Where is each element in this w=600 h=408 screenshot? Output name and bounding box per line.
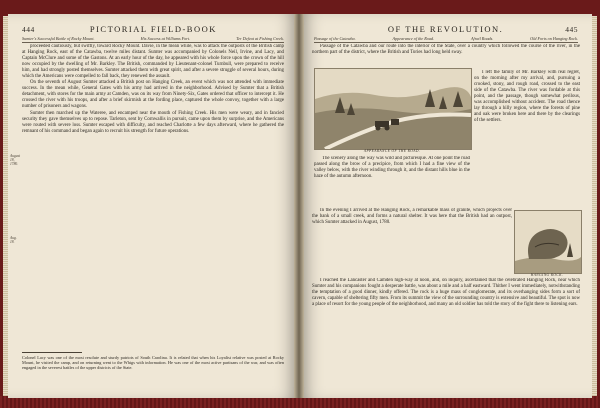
right-running-head <box>314 24 578 36</box>
right-subhead: Afrail Roads. <box>470 36 494 41</box>
left-body-text <box>22 44 284 350</box>
paragraph: On the seventh of August Sumter attacked a British post on Hanging Creek, an event which was not attended with immediate success. In the mean while, General Gates with his army had arrived in the neighborhood. Advised by Sumter that a British detachment, with stores for the main army at Camden, was on its way from Ninety-Six, Gates ordered that officer to intercept it. He crossed the river with his troops, and after a brief skirmish at the fording place, captured the whole convoy, together with a large number of prisoners and wagons. <box>22 80 284 110</box>
left-running-title: PICTORIAL FIELD-BOOK <box>89 24 217 34</box>
footnote: Colonel Lacy was one of the most resolute and sturdy patriots of South Carolina. It is related that when his Loyalist relative was posted at Rocky Mount, he visited the camp, and on returning went to the Whigs with information. He was one of the most active partisans of the war, and was often engaged in the severest battles of the upper districts of the State. <box>22 355 284 371</box>
marginal-note: August 18, 1780. <box>10 154 20 166</box>
left-subhead: Sumter's Successful Battle of Rocky Mount. <box>22 36 95 41</box>
right-page <box>300 14 592 398</box>
paragraph: I left the family of Mr. Barkley with real regret, on the morning after my arrival, and, pursuing a crooked, stony, and rough road, crossed to the east side of the Catawba. The river was fordable at this point, and the passage, though somewhat perilous, was accomplished without accident. The road thence lay through a hilly region, where the forests of pine and oak were broken here and there by the clearings of the settlers. <box>474 70 580 124</box>
left-subhead: Ter Defeat at Fishing Creek. <box>236 36 284 41</box>
figure-caption: HANGING ROCK. <box>530 273 564 277</box>
right-running-title: OF THE REVOLUTION. <box>387 24 504 34</box>
hanging-rock-engraving <box>514 210 582 274</box>
hanging-rock-illustration <box>515 211 581 273</box>
right-page-number: 445 <box>565 25 578 34</box>
paragraph: The scenery along the way was wild and picturesque. At one point the road passed along the brow of a precipice, from which I had a fine view of the valley below, with the river winding through it, and the distant hills blue in the haze of the autumn afternoon. <box>314 156 470 180</box>
paragraph: Sumter then marched up the Wateree, and encamped near the mouth of Fishing Creek. His men were weary, and in fancied security they gave themselves up to repose. Tarleton, sent by Cornwallis in pursuit, came upon them by surprise, and the Americans were routed with severe loss. Sumter escaped with difficulty, and reached Charlotte a few days afterward, where he gathered the remnant of his command and began again to recruit his strength for future operations. <box>22 110 284 134</box>
left-page <box>8 14 298 398</box>
left-running-head <box>22 24 284 36</box>
paragraph: proceeded cautiously, but swiftly, toward Rocky Mount. Davie, in the mean while, was to attack the outposts of the British camp at Hanging Rock, east of the Catawba, twelve miles distant. Sumter was accompanied by Colonels Neil, Irvine, and Lacy, and Captain McClure and some of the Gastons. At an early hour of the day, he appeared with his whole force upon the crown of the hill now occupied by the dwelling of Mr. Barkley. The British, commanded by Lieutenant-colonel Turnbull, were prepared to receive him, and had strongly posted themselves. Sumter attacked them with great spirit, and after a severe struggle of several hours, during which the Americans were compelled to fall back, they renewed the assault. <box>22 44 284 80</box>
road-landscape-illustration <box>315 69 471 149</box>
right-subheads <box>314 36 578 43</box>
left-subheads <box>22 36 284 43</box>
marginal-note: Aug. 18. <box>10 236 17 244</box>
right-subhead: Passage of the Catawba. <box>314 36 356 41</box>
paragraph: In the evening I arrived at the Hanging Rock, a remarkable mass of granite, which projects over the bank of a small creek, and forms a natural shelter. It was here that the British had an outpost, which Sumter attacked in August, 1780. <box>312 208 512 226</box>
left-page-number: 444 <box>22 25 35 34</box>
footnote-rule <box>22 352 82 353</box>
right-subhead: Old Forts on Hanging Rock. <box>530 36 578 41</box>
paragraph: Passage of the Catawba and our route into the interior of the State, over a country which followed the course of the river, in the northern part of the district, where the British and Tories had long held sway. <box>312 44 580 56</box>
road-engraving <box>314 68 472 150</box>
left-subhead: His Success at Williams Fort. <box>140 36 191 41</box>
paragraph: I reached the Lancaster and Camden high-way at noon, and, on inquiry, ascertained that the celebrated Hanging Rock, near which Sumter and his companions fought a desperate battle, was about a mile and a half eastward. Thither I went immediately, notwithstanding the temptation of a good dinner, kindly offered. The rock is a huge mass of conglomerate, and its overhanging sides form a sort of cavern, capable of sheltering fifty men. From its summit the view of the surrounding country is extensive and beautiful. The spot is now a place of resort for the young people of the neighborhood, and many an old soldier has told the story of the fight there to listening ears. <box>312 278 580 308</box>
book-gutter <box>294 14 304 398</box>
right-subhead: Appearance of the Road. <box>392 36 435 41</box>
figure-caption: APPEARANCE OF THE ROAD. <box>363 149 421 153</box>
